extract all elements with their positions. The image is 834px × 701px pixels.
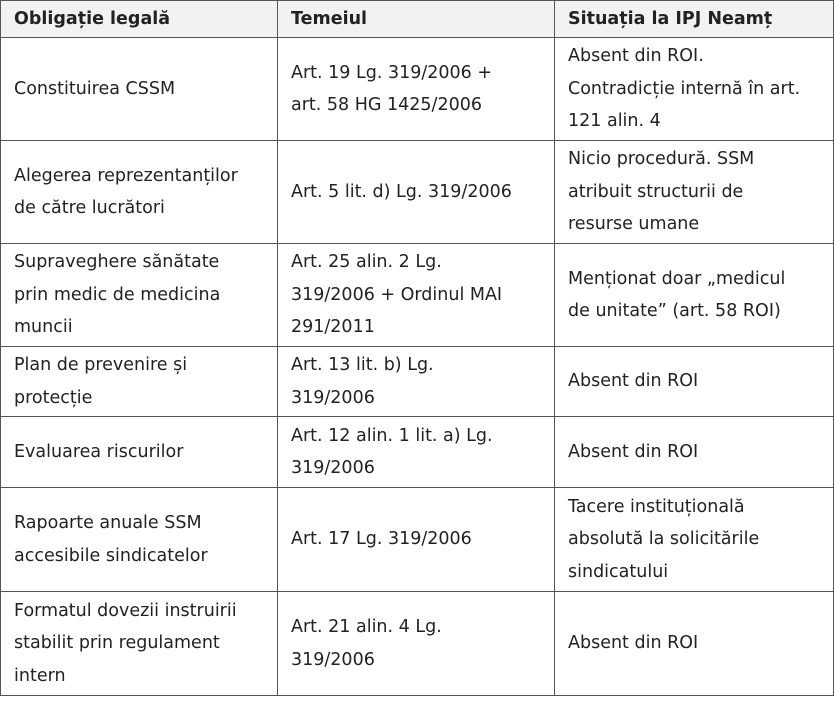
header-obligation: Obligație legală: [1, 1, 278, 38]
cell-obligation: Alegerea reprezentanților de către lucrători: [1, 141, 278, 244]
header-basis: Temeiul: [278, 1, 555, 38]
cell-basis: Art. 13 lit. b) Lg. 319/2006: [278, 347, 555, 417]
table-row: [1, 244, 834, 347]
cell-status: Absent din ROI. Contradicție internă în art. 121 alin. 4: [555, 38, 834, 141]
cell-basis: Art. 5 lit. d) Lg. 319/2006: [278, 141, 555, 244]
cell-obligation: Evaluarea riscurilor: [1, 417, 278, 488]
cell-obligation: Formatul dovezii instruirii stabilit prin regulament intern: [1, 592, 278, 696]
cell-status: Tacere instituțională absolută la solicitările sindicatului: [555, 488, 834, 592]
cell-status: Absent din ROI: [555, 347, 834, 417]
cell-obligation: Rapoarte anuale SSM accesibile sindicatelor: [1, 488, 278, 592]
cell-basis: Art. 21 alin. 4 Lg. 319/2006: [278, 592, 555, 696]
cell-basis: Art. 12 alin. 1 lit. a) Lg. 319/2006: [278, 417, 555, 488]
cell-basis: Art. 19 Lg. 319/2006 + art. 58 HG 1425/2006: [278, 38, 555, 141]
table-row: [1, 141, 834, 244]
cell-status: Menționat doar „medicul de unitate” (art. 58 ROI): [555, 244, 834, 347]
cell-obligation: Plan de prevenire și protecție: [1, 347, 278, 417]
table-body: [1, 38, 834, 696]
table-row: [1, 347, 834, 417]
table-row: [1, 38, 834, 141]
header-row: [1, 1, 834, 38]
table-row: [1, 488, 834, 592]
cell-status: Absent din ROI: [555, 417, 834, 488]
cell-obligation: Supraveghere sănătate prin medic de medicina muncii: [1, 244, 278, 347]
table-row: [1, 592, 834, 696]
table-row: [1, 417, 834, 488]
cell-obligation: Constituirea CSSM: [1, 38, 278, 141]
cell-basis: Art. 25 alin. 2 Lg. 319/2006 + Ordinul MAI 291/2011: [278, 244, 555, 347]
table-header: [1, 1, 834, 38]
cell-status: Nicio procedură. SSM atribuit structurii de resurse umane: [555, 141, 834, 244]
cell-status: Absent din ROI: [555, 592, 834, 696]
cell-basis: Art. 17 Lg. 319/2006: [278, 488, 555, 592]
header-status: Situația la IPJ Neamț: [555, 1, 834, 38]
